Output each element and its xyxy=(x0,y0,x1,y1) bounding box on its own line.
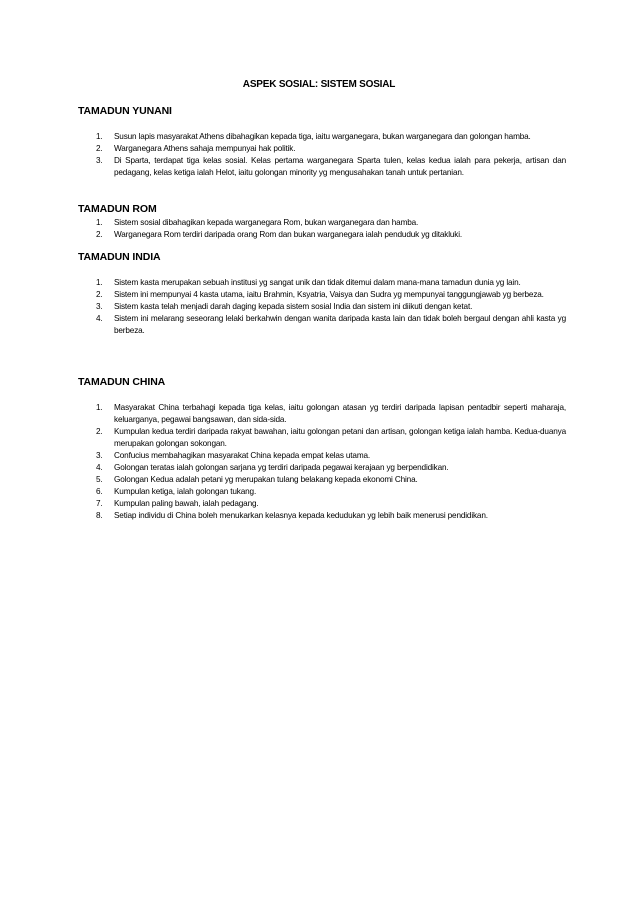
item-number: 4. xyxy=(96,463,103,472)
item-number: 8. xyxy=(96,511,103,520)
item-text: Confucius membahagikan masyarakat China kepada empat kelas utama. xyxy=(114,451,371,460)
item-number: 1. xyxy=(96,403,103,412)
document-title: ASPEK SOSIAL: SISTEM SOSIAL xyxy=(242,79,396,90)
item-text: Warganegara Rom terdiri daripada orang Rom dan bukan warganegara ialah penduduk yg ditakluki. xyxy=(114,230,463,239)
section-heading: TAMADUN INDIA xyxy=(78,251,161,263)
item-text: Susun lapis masyarakat Athens dibahagikan kepada tiga, iaitu warganegara, bukan warganegara dan golongan hamba. xyxy=(114,132,531,141)
item-list xyxy=(78,402,566,522)
item-number: 2. xyxy=(96,230,103,239)
section-heading: TAMADUN CHINA xyxy=(78,376,166,388)
section-tamadun-china xyxy=(78,375,566,522)
list-item xyxy=(78,313,566,337)
item-number: 6. xyxy=(96,487,103,496)
item-number: 5. xyxy=(96,475,103,484)
item-text: Masyarakat China terbahagi kepada tiga kelas, iaitu golongan atasan yg terdiri daripada lapisan pentadbir seperti maharaja, keluarganya, pegawai bangsawan, dan sida-sida. xyxy=(114,403,566,424)
list-item xyxy=(78,301,566,313)
item-number: 2. xyxy=(96,427,103,436)
item-number: 3. xyxy=(96,302,103,311)
item-text: Warganegara Athens sahaja mempunyai hak politik. xyxy=(114,144,296,153)
item-number: 7. xyxy=(96,499,103,508)
list-item xyxy=(78,131,566,143)
item-number: 2. xyxy=(96,290,103,299)
item-number: 4. xyxy=(96,314,103,323)
list-item xyxy=(78,217,566,229)
item-text: Kumpulan paling bawah, ialah pedagang. xyxy=(114,499,259,508)
item-text: Sistem ini melarang seseorang lelaki berkahwin dengan wanita daripada kasta lain dan tidak boleh bergaul dengan ahli kasta yg berbeza. xyxy=(114,314,566,335)
item-text: Golongan Kedua adalah petani yg merupakan tulang belakang kepada ekonomi China. xyxy=(114,475,418,484)
list-item xyxy=(78,426,566,450)
list-item xyxy=(78,462,566,474)
item-text: Kumpulan ketiga, ialah golongan tukang. xyxy=(114,487,257,496)
list-item xyxy=(78,277,566,289)
item-list xyxy=(78,217,566,241)
item-number: 1. xyxy=(96,218,103,227)
item-text: Sistem ini mempunyai 4 kasta utama, iaitu Brahmin, Ksyatria, Vaisya dan Sudra yg mempunyai tanggungjawab yg berbeza. xyxy=(114,290,544,299)
list-item xyxy=(78,474,566,486)
list-item xyxy=(78,450,566,462)
list-item xyxy=(78,510,566,522)
item-number: 1. xyxy=(96,132,103,141)
list-item xyxy=(78,498,566,510)
item-number: 3. xyxy=(96,156,103,165)
section-heading: TAMADUN YUNANI xyxy=(78,105,172,117)
list-item xyxy=(78,155,566,179)
list-item xyxy=(78,143,566,155)
section-heading: TAMADUN ROM xyxy=(78,203,157,215)
item-number: 1. xyxy=(96,278,103,287)
section-tamadun-rom xyxy=(78,202,566,241)
section-tamadun-yunani xyxy=(78,104,566,179)
item-text: Sistem kasta telah menjadi darah daging kepada sistem sosial India dan sistem ini diikuti dengan ketat. xyxy=(114,302,473,311)
section-tamadun-india xyxy=(78,250,566,337)
item-text: Kumpulan kedua terdiri daripada rakyat bawahan, iaitu golongan petani dan artisan, golongan ketiga ialah hamba. Kedua-duanya merupakan golongan sokongan. xyxy=(114,427,566,448)
item-list xyxy=(78,277,566,337)
item-text: Sistem kasta merupakan sebuah institusi yg sangat unik dan tidak ditemui dalam mana-mana tamadun dunia yg lain. xyxy=(114,278,521,287)
list-item xyxy=(78,402,566,426)
item-list xyxy=(78,131,566,179)
item-number: 3. xyxy=(96,451,103,460)
item-number: 2. xyxy=(96,144,103,153)
item-text: Golongan teratas ialah golongan sarjana yg terdiri daripada pegawai kerajaan yg berpendidikan. xyxy=(114,463,449,472)
item-text: Setiap individu di China boleh menukarkan kelasnya kepada kedudukan yg lebih baik menerusi pendidikan. xyxy=(114,511,488,520)
list-item xyxy=(78,229,566,241)
item-text: Sistem sosial dibahagikan kepada warganegara Rom, bukan warganegara dan hamba. xyxy=(114,218,419,227)
list-item xyxy=(78,486,566,498)
item-text: Di Sparta, terdapat tiga kelas sosial. Kelas pertama warganegara Sparta tulen, kelas kedua ialah para pekerja, artisan dan pedagang, kelas ketiga ialah Helot, iaitu golongan minority yg mengusahakan tanah untuk pertanian. xyxy=(114,156,566,177)
list-item xyxy=(78,289,566,301)
